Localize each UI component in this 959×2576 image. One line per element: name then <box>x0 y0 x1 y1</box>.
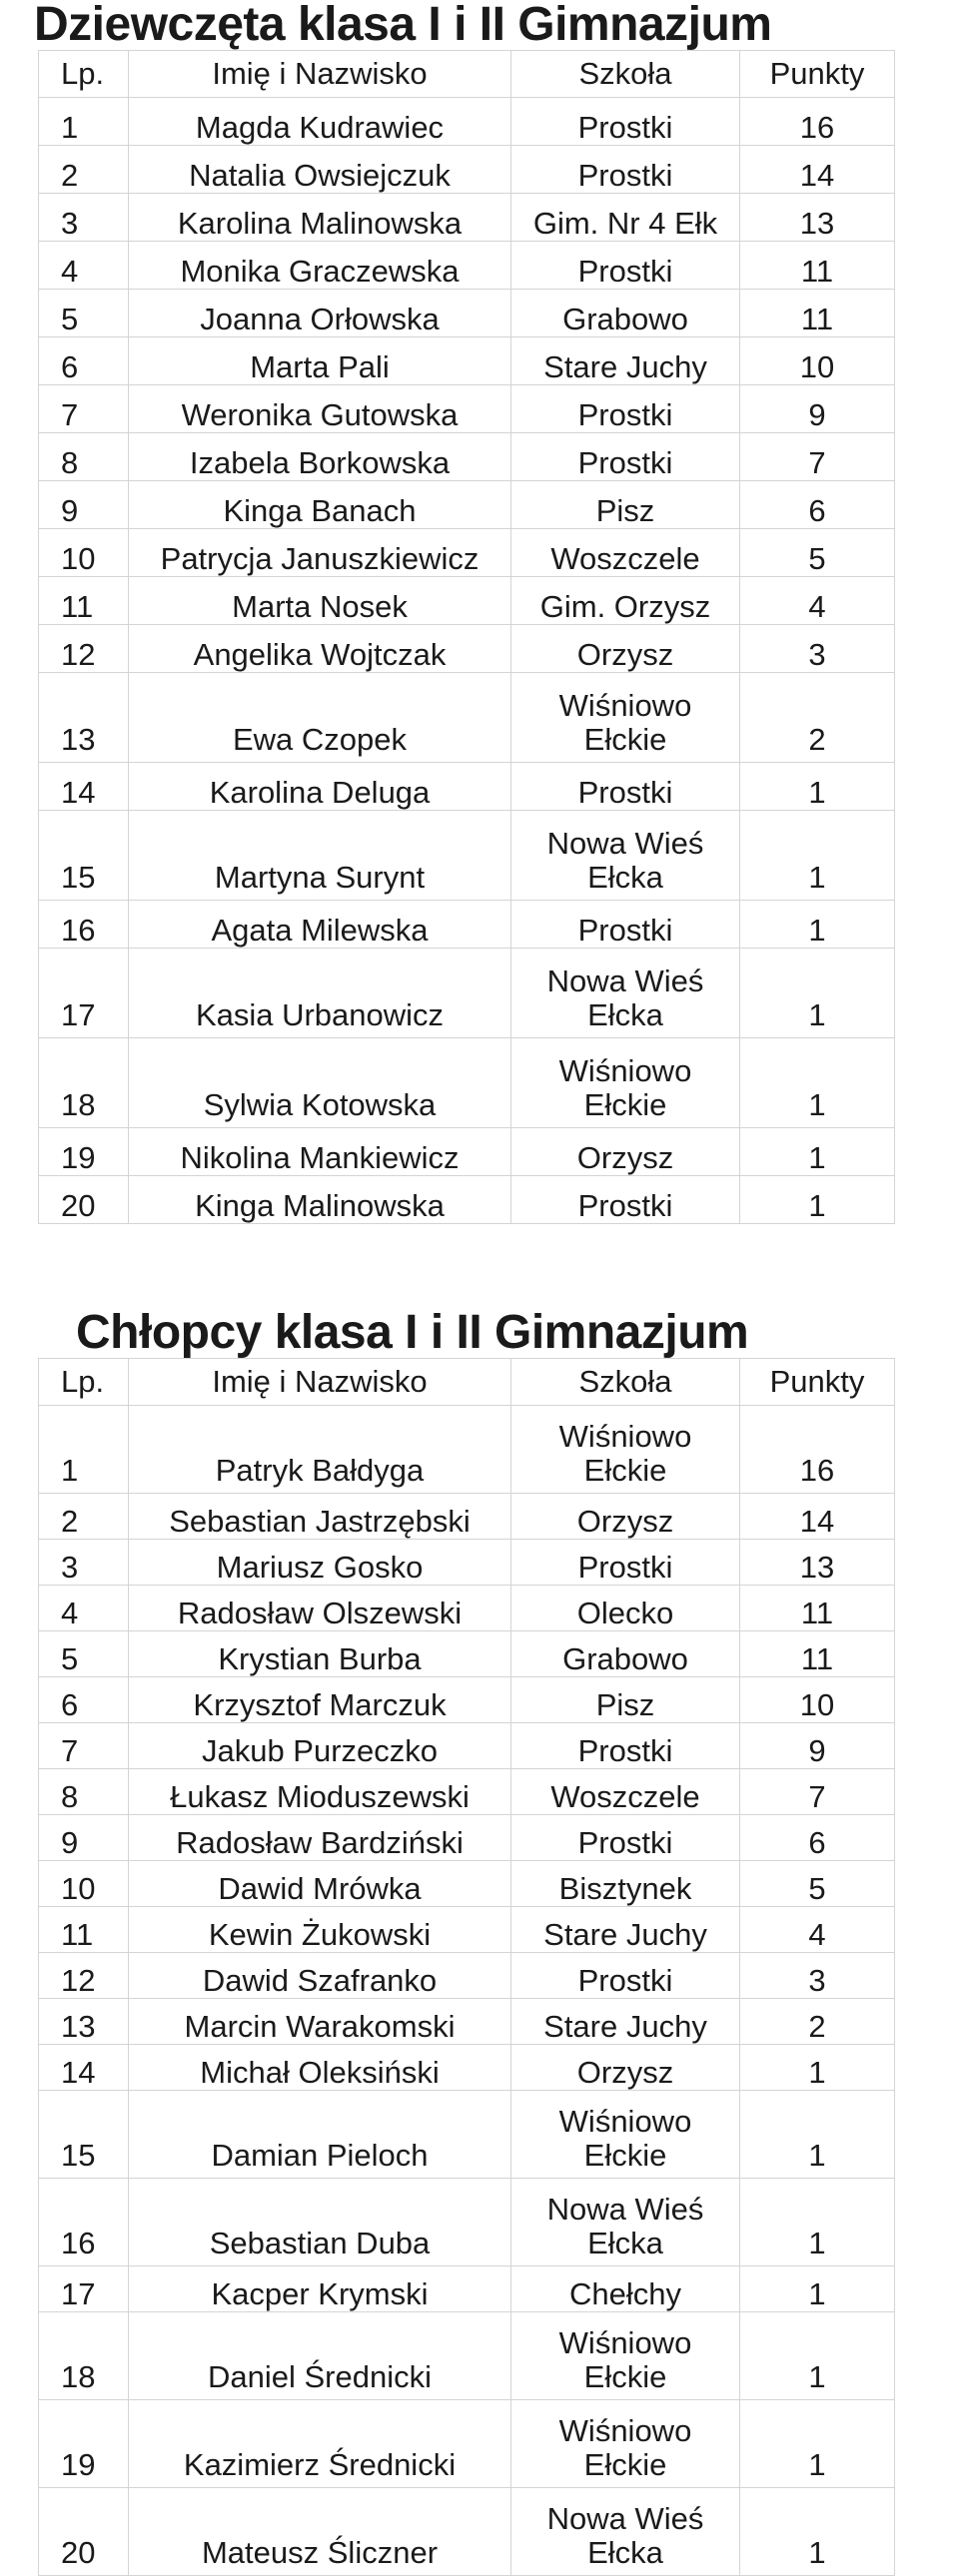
cell-lp: 3 <box>39 1540 129 1586</box>
school-line: Stare Juchy <box>543 2009 707 2044</box>
cell-points: 11 <box>740 290 895 337</box>
school-line: Wiśniowo <box>558 688 692 723</box>
school-line: Orzysz <box>576 2055 674 2090</box>
school-line: Stare Juchy <box>543 1917 707 1952</box>
cell-school <box>511 1128 740 1176</box>
cell-lp: 1 <box>39 98 129 146</box>
cell-lp: 13 <box>39 1999 129 2045</box>
cell-lp: 17 <box>39 949 129 1038</box>
cell-school <box>511 2400 740 2488</box>
school-line: Prostki <box>577 158 673 193</box>
table-row <box>39 2488 895 2576</box>
boys-section <box>38 1308 894 2576</box>
cell-points: 1 <box>740 1128 895 1176</box>
cell-points: 5 <box>740 529 895 577</box>
school-line: Wiśniowo <box>558 1053 692 1088</box>
boys-title: Chłopcy klasa I i II Gimnazjum <box>76 1306 749 1359</box>
header-school: Szkoła <box>511 51 740 98</box>
cell-school <box>511 2091 740 2179</box>
cell-lp: 10 <box>39 1861 129 1907</box>
school-line: Ełcka <box>587 2535 663 2570</box>
cell-name: Magda Kudrawiec <box>129 98 511 146</box>
cell-name: Karolina Deluga <box>129 763 511 811</box>
cell-name: Izabela Borkowska <box>129 433 511 481</box>
cell-points: 1 <box>740 1038 895 1128</box>
school-line: Prostki <box>577 1733 673 1768</box>
table-row <box>39 811 895 901</box>
table-row <box>39 194 895 242</box>
table-row <box>39 146 895 194</box>
cell-name: Natalia Owsiejczuk <box>129 146 511 194</box>
cell-points: 11 <box>740 1631 895 1677</box>
cell-name: Kinga Malinowska <box>129 1176 511 1224</box>
cell-school <box>511 290 740 337</box>
cell-name: Monika Graczewska <box>129 242 511 290</box>
school-line: Pisz <box>595 493 655 528</box>
cell-school <box>511 194 740 242</box>
table-row <box>39 1677 895 1723</box>
school-line: Ełcka <box>587 860 663 895</box>
cell-school <box>511 1677 740 1723</box>
cell-lp: 16 <box>39 901 129 949</box>
table-row <box>39 433 895 481</box>
cell-lp: 11 <box>39 1907 129 1953</box>
cell-points: 1 <box>740 901 895 949</box>
table-row <box>39 1815 895 1861</box>
school-line: Nowa Wieś <box>546 826 704 861</box>
cell-name: Kinga Banach <box>129 481 511 529</box>
cell-school <box>511 577 740 625</box>
cell-lp: 7 <box>39 385 129 433</box>
school-line: Prostki <box>577 254 673 289</box>
school-line: Prostki <box>577 1550 673 1585</box>
cell-name: Dawid Szafranko <box>129 1953 511 1999</box>
cell-points: 7 <box>740 433 895 481</box>
cell-school <box>511 901 740 949</box>
cell-points: 13 <box>740 194 895 242</box>
cell-points: 4 <box>740 1907 895 1953</box>
cell-school <box>511 1861 740 1907</box>
table-row <box>39 385 895 433</box>
cell-points: 1 <box>740 763 895 811</box>
cell-school <box>511 2312 740 2400</box>
cell-school <box>511 1631 740 1677</box>
table-row <box>39 2312 895 2400</box>
school-line: Prostki <box>577 110 673 145</box>
cell-name: Weronika Gutowska <box>129 385 511 433</box>
cell-points: 1 <box>740 2045 895 2091</box>
cell-lp: 14 <box>39 2045 129 2091</box>
cell-lp: 15 <box>39 2091 129 2179</box>
school-line: Orzysz <box>576 1504 674 1539</box>
table-row <box>39 1406 895 1494</box>
cell-points: 9 <box>740 385 895 433</box>
table-row <box>39 1494 895 1540</box>
table-row <box>39 242 895 290</box>
table-row <box>39 1953 895 1999</box>
table-row <box>39 2045 895 2091</box>
table-row <box>39 2266 895 2312</box>
cell-lp: 6 <box>39 337 129 385</box>
school-line: Prostki <box>577 445 673 480</box>
table-row <box>39 763 895 811</box>
cell-points: 2 <box>740 1999 895 2045</box>
cell-points: 14 <box>740 1494 895 1540</box>
cell-points: 1 <box>740 2488 895 2576</box>
cell-points: 14 <box>740 146 895 194</box>
table-row <box>39 1723 895 1769</box>
cell-school <box>511 1540 740 1586</box>
cell-lp: 6 <box>39 1677 129 1723</box>
cell-points: 4 <box>740 577 895 625</box>
cell-points: 9 <box>740 1723 895 1769</box>
cell-name: Sebastian Jastrzębski <box>129 1494 511 1540</box>
cell-name: Kasia Urbanowicz <box>129 949 511 1038</box>
table-row <box>39 1907 895 1953</box>
table-header-row <box>39 1359 895 1406</box>
cell-school <box>511 481 740 529</box>
cell-points: 7 <box>740 1769 895 1815</box>
cell-name: Martyna Surynt <box>129 811 511 901</box>
cell-points: 5 <box>740 1861 895 1907</box>
girls-title: Dziewczęta klasa I i II Gimnazjum <box>34 0 772 51</box>
table-row <box>39 949 895 1038</box>
cell-lp: 4 <box>39 1586 129 1631</box>
header-lp: Lp. <box>39 1359 129 1406</box>
cell-points: 1 <box>740 949 895 1038</box>
cell-lp: 5 <box>39 1631 129 1677</box>
cell-name: Marta Pali <box>129 337 511 385</box>
cell-lp: 8 <box>39 433 129 481</box>
table-header-row <box>39 51 895 98</box>
cell-name: Ewa Czopek <box>129 673 511 763</box>
table-row <box>39 1861 895 1907</box>
cell-school <box>511 1723 740 1769</box>
cell-school <box>511 1953 740 1999</box>
header-name: Imię i Nazwisko <box>129 1359 511 1406</box>
school-line: Wiśniowo <box>558 1419 692 1454</box>
cell-lp: 9 <box>39 481 129 529</box>
cell-school <box>511 2179 740 2266</box>
table-row <box>39 1038 895 1128</box>
cell-school <box>511 2045 740 2091</box>
school-line: Prostki <box>577 397 673 432</box>
girls-section <box>34 0 894 1224</box>
cell-points: 6 <box>740 481 895 529</box>
cell-school <box>511 625 740 673</box>
cell-name: Radosław Olszewski <box>129 1586 511 1631</box>
school-line: Prostki <box>577 1825 673 1860</box>
table-row <box>39 901 895 949</box>
school-line: Grabowo <box>562 302 688 336</box>
table-row <box>39 290 895 337</box>
school-line: Gim. Orzysz <box>539 589 711 624</box>
cell-school <box>511 529 740 577</box>
girls-table-body <box>39 51 895 1224</box>
girls-results-table <box>38 50 895 1224</box>
school-line: Chełchy <box>569 2276 681 2311</box>
cell-lp: 8 <box>39 1769 129 1815</box>
school-line: Wiśniowo <box>558 2104 692 2139</box>
school-line: Grabowo <box>562 1641 688 1676</box>
school-line: Bisztynek <box>558 1871 692 1906</box>
cell-school <box>511 1907 740 1953</box>
cell-name: Marta Nosek <box>129 577 511 625</box>
school-line: Ełckie <box>583 1453 667 1488</box>
cell-school <box>511 1038 740 1128</box>
cell-name: Krzysztof Marczuk <box>129 1677 511 1723</box>
cell-school <box>511 811 740 901</box>
header-lp: Lp. <box>39 51 129 98</box>
cell-lp: 10 <box>39 529 129 577</box>
cell-lp: 20 <box>39 1176 129 1224</box>
cell-lp: 4 <box>39 242 129 290</box>
school-line: Ełcka <box>587 2226 663 2260</box>
cell-lp: 20 <box>39 2488 129 2576</box>
cell-name: Krystian Burba <box>129 1631 511 1677</box>
header-points: Punkty <box>740 1359 895 1406</box>
table-row <box>39 577 895 625</box>
cell-school <box>511 242 740 290</box>
table-row <box>39 98 895 146</box>
cell-name: Sylwia Kotowska <box>129 1038 511 1128</box>
cell-school <box>511 146 740 194</box>
table-row <box>39 1769 895 1815</box>
cell-lp: 11 <box>39 577 129 625</box>
school-line: Ełckie <box>583 2359 667 2394</box>
cell-lp: 5 <box>39 290 129 337</box>
cell-school <box>511 949 740 1038</box>
cell-points: 11 <box>740 1586 895 1631</box>
cell-lp: 2 <box>39 146 129 194</box>
cell-name: Dawid Mrówka <box>129 1861 511 1907</box>
school-line: Ełcka <box>587 997 663 1032</box>
cell-name: Patryk Bałdyga <box>129 1406 511 1494</box>
cell-lp: 15 <box>39 811 129 901</box>
cell-name: Kacper Krymski <box>129 2266 511 2312</box>
cell-school <box>511 763 740 811</box>
cell-name: Daniel Średnicki <box>129 2312 511 2400</box>
cell-school <box>511 2266 740 2312</box>
cell-lp: 13 <box>39 673 129 763</box>
cell-school <box>511 2488 740 2576</box>
cell-points: 16 <box>740 1406 895 1494</box>
cell-name: Marcin Warakomski <box>129 1999 511 2045</box>
school-line: Orzysz <box>576 1140 674 1175</box>
cell-school <box>511 1494 740 1540</box>
cell-points: 13 <box>740 1540 895 1586</box>
cell-school <box>511 1769 740 1815</box>
cell-name: Joanna Orłowska <box>129 290 511 337</box>
cell-lp: 14 <box>39 763 129 811</box>
school-line: Prostki <box>577 775 673 810</box>
cell-points: 6 <box>740 1815 895 1861</box>
cell-school <box>511 673 740 763</box>
table-row <box>39 1540 895 1586</box>
cell-lp: 9 <box>39 1815 129 1861</box>
cell-name: Sebastian Duba <box>129 2179 511 2266</box>
table-row <box>39 1586 895 1631</box>
cell-lp: 7 <box>39 1723 129 1769</box>
cell-name: Angelika Wojtczak <box>129 625 511 673</box>
school-line: Pisz <box>595 1687 655 1722</box>
cell-name: Jakub Purzeczko <box>129 1723 511 1769</box>
school-line: Prostki <box>577 1963 673 1998</box>
cell-points: 3 <box>740 1953 895 1999</box>
school-line: Prostki <box>577 1188 673 1223</box>
cell-lp: 18 <box>39 1038 129 1128</box>
school-line: Stare Juchy <box>543 349 707 384</box>
cell-lp: 19 <box>39 2400 129 2488</box>
cell-name: Mariusz Gosko <box>129 1540 511 1586</box>
cell-lp: 3 <box>39 194 129 242</box>
cell-lp: 12 <box>39 1953 129 1999</box>
cell-lp: 19 <box>39 1128 129 1176</box>
cell-points: 10 <box>740 337 895 385</box>
school-line: Olecko <box>576 1596 674 1630</box>
school-line: Nowa Wieś <box>546 2192 704 2227</box>
cell-lp: 16 <box>39 2179 129 2266</box>
cell-points: 10 <box>740 1677 895 1723</box>
table-row <box>39 481 895 529</box>
header-name: Imię i Nazwisko <box>129 51 511 98</box>
school-line: Woszczele <box>550 541 700 576</box>
cell-points: 1 <box>740 2091 895 2179</box>
table-row <box>39 2400 895 2488</box>
cell-name: Damian Pieloch <box>129 2091 511 2179</box>
table-row <box>39 2179 895 2266</box>
cell-points: 1 <box>740 1176 895 1224</box>
cell-lp: 2 <box>39 1494 129 1540</box>
school-line: Orzysz <box>576 637 674 672</box>
cell-lp: 18 <box>39 2312 129 2400</box>
table-row <box>39 1176 895 1224</box>
header-school: Szkoła <box>511 1359 740 1406</box>
cell-name: Agata Milewska <box>129 901 511 949</box>
cell-name: Karolina Malinowska <box>129 194 511 242</box>
boys-results-table <box>38 1358 895 2576</box>
cell-name: Michał Oleksiński <box>129 2045 511 2091</box>
table-row <box>39 673 895 763</box>
cell-name: Mateusz Śliczner <box>129 2488 511 2576</box>
cell-school <box>511 1815 740 1861</box>
cell-points: 2 <box>740 673 895 763</box>
cell-points: 1 <box>740 2312 895 2400</box>
cell-school <box>511 385 740 433</box>
cell-points: 1 <box>740 811 895 901</box>
cell-school <box>511 98 740 146</box>
school-line: Prostki <box>577 913 673 948</box>
cell-school <box>511 1586 740 1631</box>
cell-points: 11 <box>740 242 895 290</box>
cell-school <box>511 337 740 385</box>
cell-points: 16 <box>740 98 895 146</box>
table-row <box>39 625 895 673</box>
school-line: Nowa Wieś <box>546 2501 704 2536</box>
cell-school <box>511 1999 740 2045</box>
cell-lp: 17 <box>39 2266 129 2312</box>
cell-school <box>511 1176 740 1224</box>
school-line: Wiśniowo <box>558 2413 692 2448</box>
table-row <box>39 2091 895 2179</box>
cell-school <box>511 433 740 481</box>
school-line: Ełckie <box>583 722 667 757</box>
boys-table-body <box>39 1359 895 2576</box>
cell-lp: 12 <box>39 625 129 673</box>
table-row <box>39 529 895 577</box>
school-line: Ełckie <box>583 2447 667 2482</box>
table-row <box>39 337 895 385</box>
cell-name: Nikolina Mankiewicz <box>129 1128 511 1176</box>
table-row <box>39 1999 895 2045</box>
header-points: Punkty <box>740 51 895 98</box>
cell-school <box>511 1406 740 1494</box>
cell-name: Kewin Żukowski <box>129 1907 511 1953</box>
school-line: Gim. Nr 4 Ełk <box>532 206 718 241</box>
cell-name: Łukasz Mioduszewski <box>129 1769 511 1815</box>
cell-points: 1 <box>740 2266 895 2312</box>
school-line: Ełckie <box>583 1087 667 1122</box>
cell-points: 1 <box>740 2179 895 2266</box>
cell-name: Kazimierz Średnicki <box>129 2400 511 2488</box>
cell-points: 3 <box>740 625 895 673</box>
cell-name: Radosław Bardziński <box>129 1815 511 1861</box>
cell-name: Patrycja Januszkiewicz <box>129 529 511 577</box>
table-row <box>39 1128 895 1176</box>
cell-points: 1 <box>740 2400 895 2488</box>
school-line: Woszczele <box>550 1779 700 1814</box>
school-line: Ełckie <box>583 2138 667 2173</box>
school-line: Nowa Wieś <box>546 964 704 998</box>
cell-lp: 1 <box>39 1406 129 1494</box>
table-row <box>39 1631 895 1677</box>
school-line: Wiśniowo <box>558 2325 692 2360</box>
